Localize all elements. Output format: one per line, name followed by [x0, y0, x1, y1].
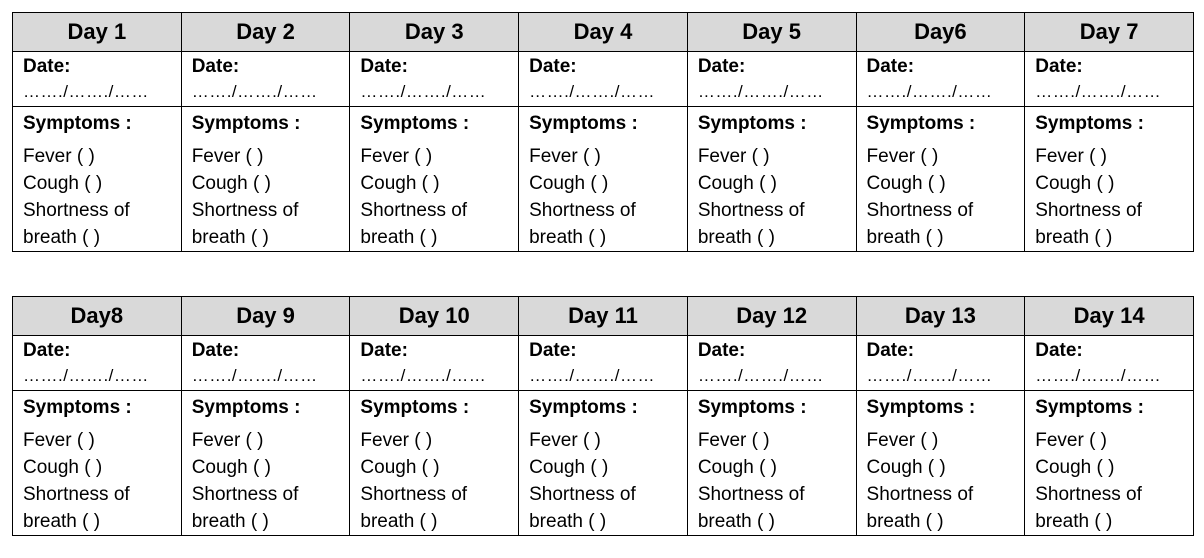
symptom-cough-checkbox[interactable]: Cough ( )	[866, 457, 946, 478]
day-header: Day 9	[181, 297, 350, 336]
week-1-table	[12, 12, 1194, 252]
symptoms-cell	[856, 391, 1025, 536]
day-header-row	[13, 297, 1194, 336]
symptom-cough-checkbox[interactable]: Cough ( )	[866, 173, 946, 194]
symptoms-title: Symptoms :	[866, 113, 976, 134]
symptoms-title: Symptoms :	[697, 397, 807, 418]
symptom-shortness-label: Shortness of	[23, 484, 130, 505]
symptoms-cell	[13, 391, 182, 536]
date-label: Date:	[23, 56, 71, 77]
date-cell[interactable]	[687, 52, 856, 107]
day-header: Day 12	[687, 297, 856, 336]
symptom-breath-checkbox[interactable]: breath ( )	[360, 227, 438, 248]
day-header: Day 3	[350, 13, 519, 52]
symptoms-title: Symptoms :	[191, 113, 301, 134]
day-header-row	[13, 13, 1194, 52]
symptom-cough-checkbox[interactable]: Cough ( )	[697, 457, 778, 478]
symptoms-cell	[1025, 391, 1194, 536]
symptoms-cell	[350, 391, 519, 536]
date-label: Date:	[191, 56, 240, 77]
symptom-shortness-label: Shortness of	[191, 200, 299, 221]
day-header: Day8	[13, 297, 182, 336]
day-header: Day6	[856, 13, 1025, 52]
symptoms-cell	[687, 107, 856, 252]
symptom-fever-checkbox[interactable]: Fever ( )	[529, 146, 601, 167]
symptom-shortness-label: Shortness of	[1035, 200, 1142, 221]
date-blank[interactable]: ……./……./……	[866, 366, 993, 385]
symptom-fever-checkbox[interactable]: Fever ( )	[191, 146, 264, 167]
date-label: Date:	[360, 340, 408, 361]
date-row	[13, 52, 1194, 107]
symptoms-row	[13, 391, 1194, 536]
symptom-breath-checkbox[interactable]: breath ( )	[23, 511, 101, 532]
day-header: Day 10	[350, 297, 519, 336]
symptoms-cell	[350, 107, 519, 252]
date-label: Date:	[866, 56, 915, 77]
date-blank[interactable]: ……./……./……	[360, 366, 487, 385]
date-blank[interactable]: ……./……./……	[866, 82, 993, 101]
symptom-shortness-label: Shortness of	[866, 200, 974, 221]
symptoms-cell	[1025, 107, 1194, 252]
symptom-fever-checkbox[interactable]: Fever ( )	[866, 146, 939, 167]
symptom-shortness-label: Shortness of	[23, 200, 130, 221]
date-blank[interactable]: ……./……./……	[529, 366, 656, 385]
symptoms-title: Symptoms :	[866, 397, 976, 418]
symptoms-title: Symptoms :	[191, 397, 301, 418]
date-row	[13, 336, 1194, 391]
date-blank[interactable]: ……./……./……	[1035, 366, 1162, 385]
day-header: Day 2	[181, 13, 350, 52]
day-header: Day 13	[856, 297, 1025, 336]
date-label: Date:	[866, 340, 915, 361]
date-cell[interactable]	[1025, 52, 1194, 107]
date-label: Date:	[1035, 56, 1083, 77]
symptom-breath-checkbox[interactable]: breath ( )	[191, 511, 269, 532]
day-header: Day 5	[687, 13, 856, 52]
date-blank[interactable]: ……./……./……	[360, 82, 487, 101]
day-header: Day 7	[1025, 13, 1194, 52]
date-label: Date:	[697, 340, 746, 361]
symptom-shortness-label: Shortness of	[529, 200, 636, 221]
date-cell[interactable]	[856, 52, 1025, 107]
symptom-cough-checkbox[interactable]: Cough ( )	[23, 173, 103, 194]
symptom-cough-checkbox[interactable]: Cough ( )	[191, 457, 271, 478]
symptom-fever-checkbox[interactable]: Fever ( )	[866, 430, 939, 451]
date-cell[interactable]	[856, 336, 1025, 391]
symptom-shortness-label: Shortness of	[866, 484, 974, 505]
symptom-cough-checkbox[interactable]: Cough ( )	[360, 173, 440, 194]
day-header: Day 14	[1025, 297, 1194, 336]
symptom-breath-checkbox[interactable]: breath ( )	[23, 227, 101, 248]
symptom-fever-checkbox[interactable]: Fever ( )	[23, 430, 95, 451]
symptoms-row	[13, 107, 1194, 252]
symptoms-cell	[687, 391, 856, 536]
symptoms-title: Symptoms :	[1035, 397, 1144, 418]
date-label: Date:	[23, 340, 71, 361]
date-label: Date:	[697, 56, 746, 77]
symptoms-title: Symptoms :	[23, 113, 132, 134]
date-cell[interactable]	[181, 336, 350, 391]
symptom-cough-checkbox[interactable]: Cough ( )	[191, 173, 271, 194]
date-cell[interactable]	[13, 336, 182, 391]
symptom-breath-checkbox[interactable]: breath ( )	[1035, 511, 1113, 532]
day-header: Day 11	[519, 297, 688, 336]
date-blank[interactable]: ……./……./……	[1035, 82, 1162, 101]
symptom-cough-checkbox[interactable]: Cough ( )	[529, 457, 609, 478]
symptom-cough-checkbox[interactable]: Cough ( )	[23, 457, 103, 478]
symptoms-cell	[856, 107, 1025, 252]
symptom-breath-checkbox[interactable]: breath ( )	[191, 227, 269, 248]
symptom-fever-checkbox[interactable]: Fever ( )	[1035, 146, 1107, 167]
symptoms-cell	[181, 107, 350, 252]
symptom-fever-checkbox[interactable]: Fever ( )	[529, 430, 601, 451]
symptoms-title: Symptoms :	[697, 113, 807, 134]
symptom-breath-checkbox[interactable]: breath ( )	[1035, 227, 1113, 248]
date-label: Date:	[1035, 340, 1083, 361]
symptoms-title: Symptoms :	[23, 397, 132, 418]
date-blank[interactable]: ……./……./……	[23, 366, 149, 385]
symptom-breath-checkbox[interactable]: breath ( )	[529, 511, 607, 532]
date-cell[interactable]	[519, 52, 688, 107]
date-label: Date:	[360, 56, 408, 77]
symptom-fever-checkbox[interactable]: Fever ( )	[697, 430, 770, 451]
date-blank[interactable]: ……./……./……	[191, 82, 318, 101]
symptoms-title: Symptoms :	[360, 113, 470, 134]
symptoms-title: Symptoms :	[360, 397, 470, 418]
symptoms-cell	[181, 391, 350, 536]
symptom-fever-checkbox[interactable]: Fever ( )	[191, 430, 264, 451]
symptom-shortness-label: Shortness of	[191, 484, 299, 505]
date-blank[interactable]: ……./……./……	[697, 82, 824, 101]
date-blank[interactable]: ……./……./……	[697, 366, 824, 385]
date-cell[interactable]	[181, 52, 350, 107]
symptom-shortness-label: Shortness of	[360, 484, 468, 505]
date-cell[interactable]	[350, 52, 519, 107]
symptom-shortness-label: Shortness of	[1035, 484, 1142, 505]
symptom-shortness-label: Shortness of	[697, 200, 805, 221]
date-label: Date:	[529, 56, 577, 77]
symptoms-title: Symptoms :	[529, 397, 638, 418]
symptom-breath-checkbox[interactable]: breath ( )	[697, 227, 775, 248]
symptoms-cell	[519, 391, 688, 536]
symptoms-cell	[519, 107, 688, 252]
date-cell[interactable]	[1025, 336, 1194, 391]
day-header: Day 4	[519, 13, 688, 52]
symptom-cough-checkbox[interactable]: Cough ( )	[1035, 457, 1115, 478]
symptom-cough-checkbox[interactable]: Cough ( )	[697, 173, 778, 194]
date-blank[interactable]: ……./……./……	[529, 82, 656, 101]
symptom-breath-checkbox[interactable]: breath ( )	[697, 511, 775, 532]
symptom-fever-checkbox[interactable]: Fever ( )	[23, 146, 95, 167]
date-cell[interactable]	[350, 336, 519, 391]
symptom-cough-checkbox[interactable]: Cough ( )	[360, 457, 440, 478]
date-label: Date:	[529, 340, 577, 361]
date-blank[interactable]: ……./……./……	[191, 366, 318, 385]
symptoms-title: Symptoms :	[529, 113, 638, 134]
symptom-fever-checkbox[interactable]: Fever ( )	[1035, 430, 1107, 451]
symptom-fever-checkbox[interactable]: Fever ( )	[360, 146, 433, 167]
symptom-cough-checkbox[interactable]: Cough ( )	[529, 173, 609, 194]
symptom-shortness-label: Shortness of	[697, 484, 805, 505]
symptom-breath-checkbox[interactable]: breath ( )	[529, 227, 607, 248]
symptoms-cell	[13, 107, 182, 252]
symptom-fever-checkbox[interactable]: Fever ( )	[697, 146, 770, 167]
day-header: Day 1	[13, 13, 182, 52]
date-blank[interactable]: ……./……./……	[23, 82, 149, 101]
week-2-table	[12, 296, 1194, 536]
date-cell[interactable]	[687, 336, 856, 391]
date-label: Date:	[191, 340, 240, 361]
symptoms-title: Symptoms :	[1035, 113, 1144, 134]
symptom-breath-checkbox[interactable]: breath ( )	[866, 511, 944, 532]
date-cell[interactable]	[13, 52, 182, 107]
symptom-shortness-label: Shortness of	[360, 200, 468, 221]
date-cell[interactable]	[519, 336, 688, 391]
symptom-fever-checkbox[interactable]: Fever ( )	[360, 430, 433, 451]
symptom-cough-checkbox[interactable]: Cough ( )	[1035, 173, 1115, 194]
symptom-breath-checkbox[interactable]: breath ( )	[360, 511, 438, 532]
symptom-breath-checkbox[interactable]: breath ( )	[866, 227, 944, 248]
symptom-shortness-label: Shortness of	[529, 484, 636, 505]
